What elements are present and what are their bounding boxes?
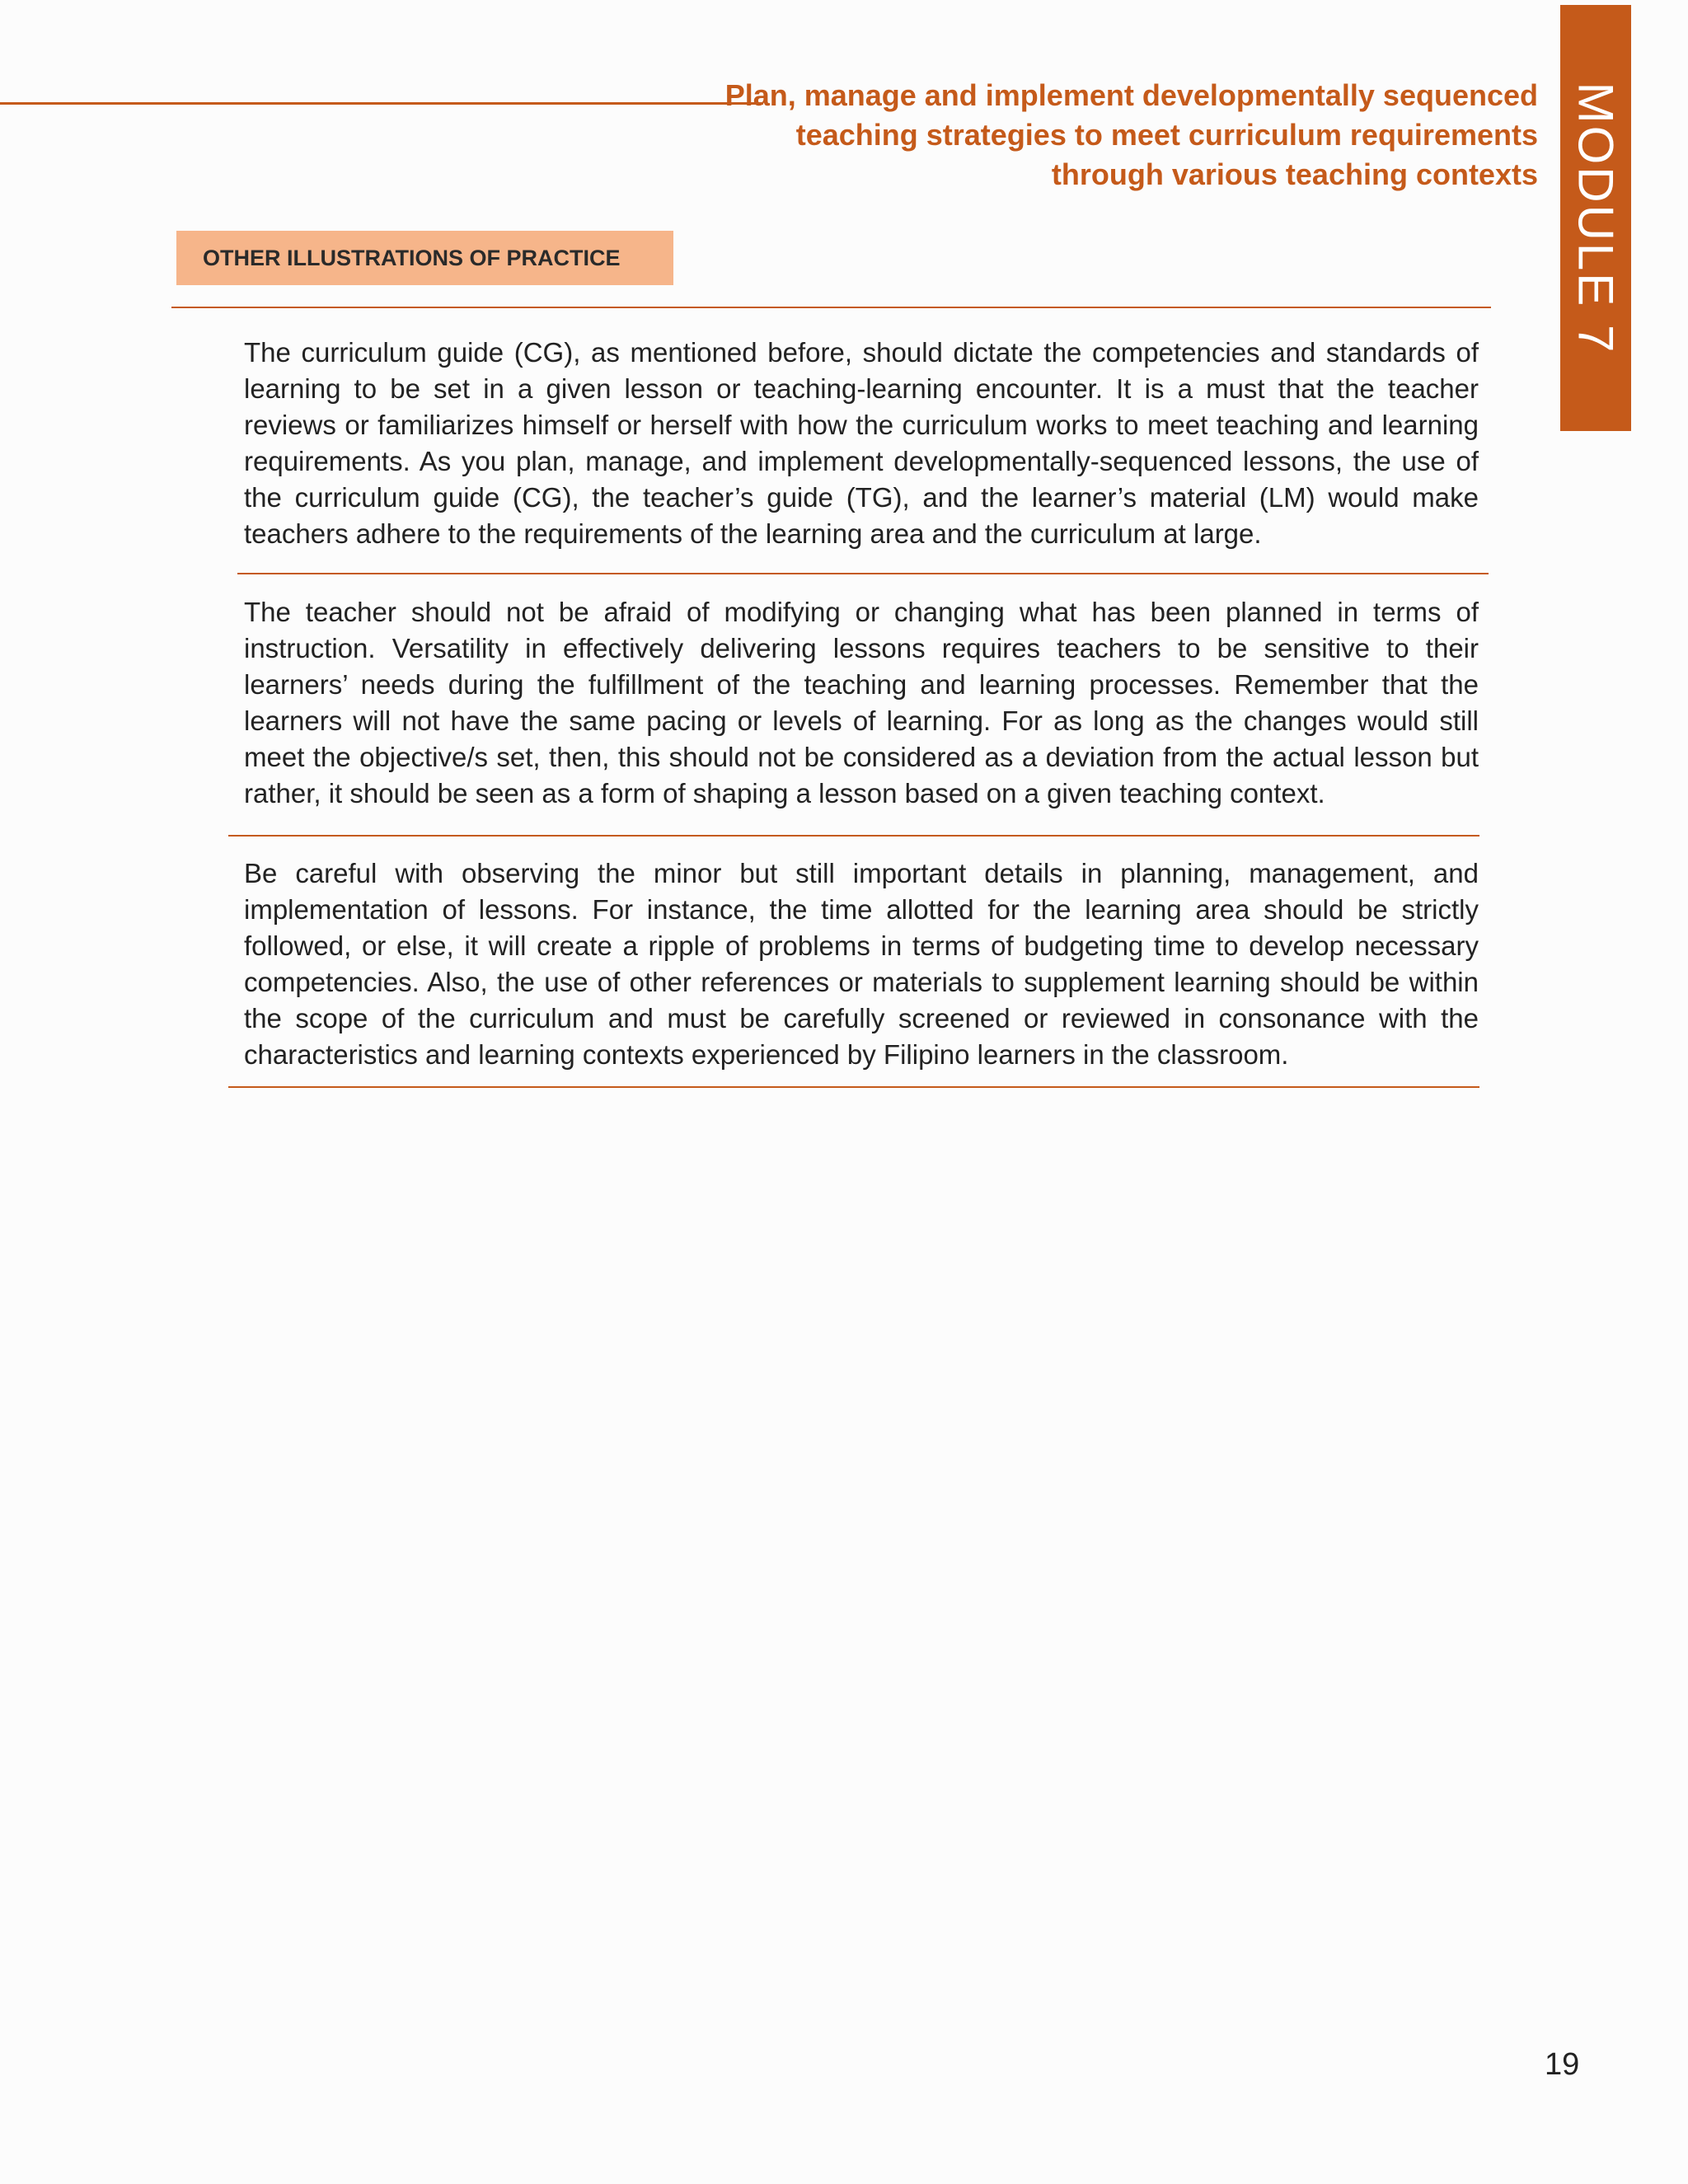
paragraph-divider <box>237 573 1489 574</box>
paragraph-divider <box>228 835 1479 837</box>
header-title-line: through various teaching contexts <box>1051 157 1538 191</box>
header-rule <box>0 102 763 105</box>
paragraph: The teacher should not be afraid of modifying or changing what has been planned in terms of instruction. Versatility in effectively delivering lessons requires teachers to be sensitive to their learners’ needs during the fulfillment of the teaching and learning processes. Remember that the learners will not have the same pacing or levels of learning. For as long as the changes would still meet the objective/s set, then, this should not be considered as a deviation from the actual lesson but rather, it should be seen as a form of shaping a lesson based on a given teaching context. <box>244 597 1479 808</box>
paragraph: Be careful with observing the minor but still important details in planning, management, and implementation of lessons. For instance, the time allotted for the learning area should be strictly followed, or else, it will create a ripple of problems in terms of budgeting time to develop necessary competencies. Also, the use of other references or materials to supplement learning should be within the scope of the curriculum and must be carefully screened or reviewed in consonance with the characteristics and learning contexts experienced by Filipino learners in the classroom. <box>244 858 1479 1070</box>
module-tab-label: MODULE 7 <box>1568 82 1624 354</box>
header-title <box>714 76 1538 194</box>
module-tab <box>1560 5 1631 431</box>
header-title-line: Plan, manage and implement developmentally sequenced <box>724 78 1538 112</box>
paragraph-divider <box>228 1086 1479 1088</box>
header-title-line: teaching strategies to meet curriculum requirements <box>795 118 1538 152</box>
paragraph: The curriculum guide (CG), as mentioned before, should dictate the competencies and standards of learning to be set in a given lesson or teaching-learning encounter. It is a must that the teacher reviews or familiarizes himself or herself with how the curriculum works to meet teaching and learning requirements. As you plan, manage, and implement developmentally-sequenced lessons, the use of the curriculum guide (CG), the teacher’s guide (TG), and the learner’s material (LM) would make teachers adhere to the requirements of the learning area and the curriculum at large. <box>244 337 1479 549</box>
section-divider <box>171 307 1491 308</box>
section-tag: OTHER ILLUSTRATIONS OF PRACTICE <box>176 231 673 285</box>
page-number: 19 <box>1545 2047 1580 2082</box>
